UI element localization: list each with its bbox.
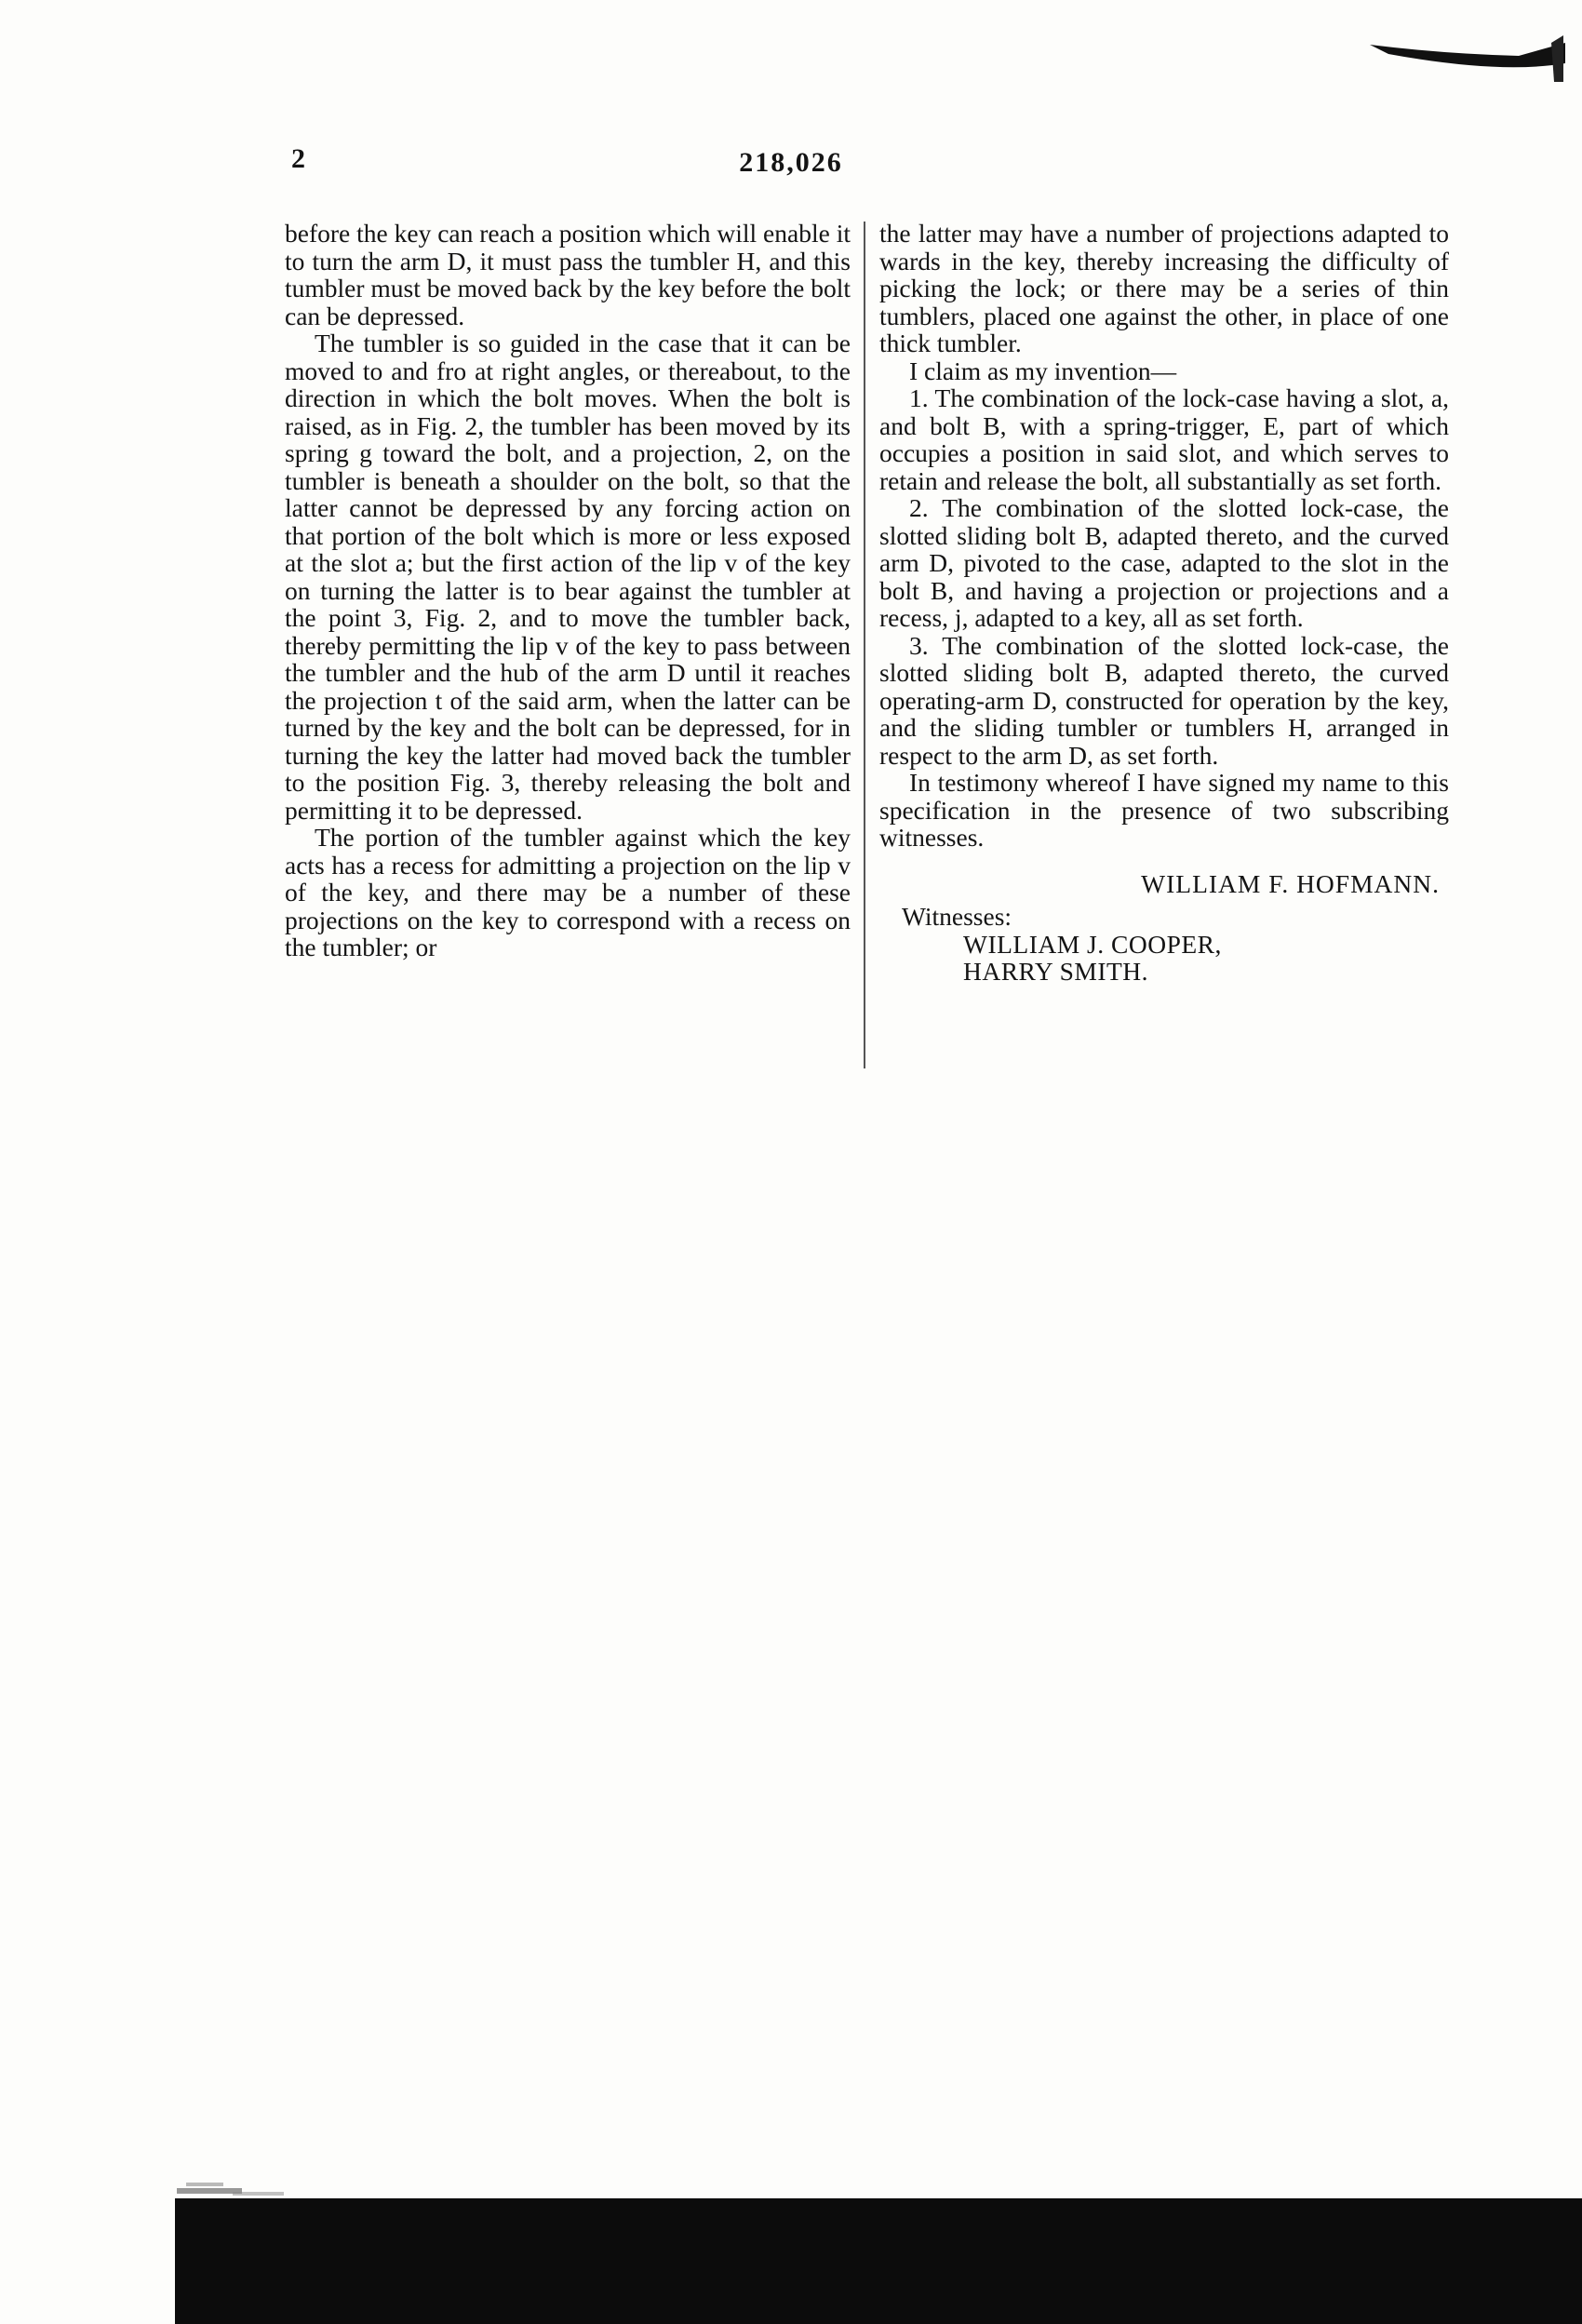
paragraph: before the key can reach a position which will enable it to turn the arm D, it must pass the tumbler H, and this tumbler must be moved back by the key before the bolt can be depressed. — [285, 219, 851, 330]
paragraph: the latter may have a number of projections adapted to wards in the key, thereby increasing the difficulty of picking the lock; or there may be a series of thin tumblers, placed one against the other, in place of one thick tumbler. — [879, 219, 1449, 357]
paragraph: The portion of the tumbler against which the key acts has a recess for admitting a projection on the lip v of the key, and there may be a number of these projections on the key to correspond with a recess on the tumbler; or — [285, 823, 851, 961]
witness-name: WILLIAM J. COOPER, — [963, 929, 1222, 959]
claim-2: 2. The combination of the slotted lock-case, the slotted sliding bolt B, adapted thereto, and the curved arm D, pivoted to the case, adapted to the slot in the bolt B, and having a projection or projections and a recess, j, adapted to a key, all as set forth. — [879, 493, 1449, 632]
left-column — [285, 220, 851, 961]
page-number: 2 — [291, 143, 305, 174]
scan-dust — [177, 2171, 288, 2199]
patent-number: 218,026 — [739, 147, 843, 178]
paragraph: The tumbler is so guided in the case that it can be moved to and fro at right angles, or thereabout, to the direction in which the bolt moves. When the bolt is raised, as in Fig. 2, the tumbler has been moved by its spring g toward the bolt, and a projection, 2, on the tumbler is beneath a shoulder on the bolt, so that the latter cannot be depressed by any forcing action on that portion of the bolt which is more or less exposed at the slot a; but the first action of the lip v of the key on turning the latter is to bear against the tumbler at the point 3, Fig. 2, and to move the tumbler back, thereby permitting the lip v of the key to pass between the tumbler and the hub of the arm D until it reaches the projection t of the said arm, when the latter can be turned by the key and the bolt can be depressed, for in turning the key the latter had moved back the tumbler to the position Fig. 3, thereby releasing the bolt and permitting it to be depressed. — [285, 329, 851, 825]
claim-1: 1. The combination of the lock-case having a slot, a, and bolt B, with a spring-trigger, E, part of which occupies a position in said slot, and which serves to retain and release the bolt, all substantially as set forth. — [879, 383, 1449, 495]
column-divider — [864, 222, 865, 1068]
inventor-signature: WILLIAM F. HOFMANN. — [1141, 868, 1440, 898]
scan-smudge — [1333, 26, 1565, 82]
claim-3: 3. The combination of the slotted lock-case, the slotted sliding bolt B, adapted thereto, the curved operating-arm D, constructed for operation by the key, and the sliding tumbler or tumblers H, arranged in respect to the arm D, as set forth. — [879, 630, 1449, 770]
witness-name: HARRY SMITH. — [963, 957, 1149, 986]
right-column — [879, 220, 1449, 986]
claim-heading: I claim as my invention— — [909, 356, 1177, 385]
scan-border-band — [175, 2198, 1582, 2324]
testimony-paragraph: In testimony whereof I have signed my name to this specification in the presence of two subscribing witnesses. — [879, 768, 1449, 852]
witnesses-label: Witnesses: — [902, 902, 1012, 931]
